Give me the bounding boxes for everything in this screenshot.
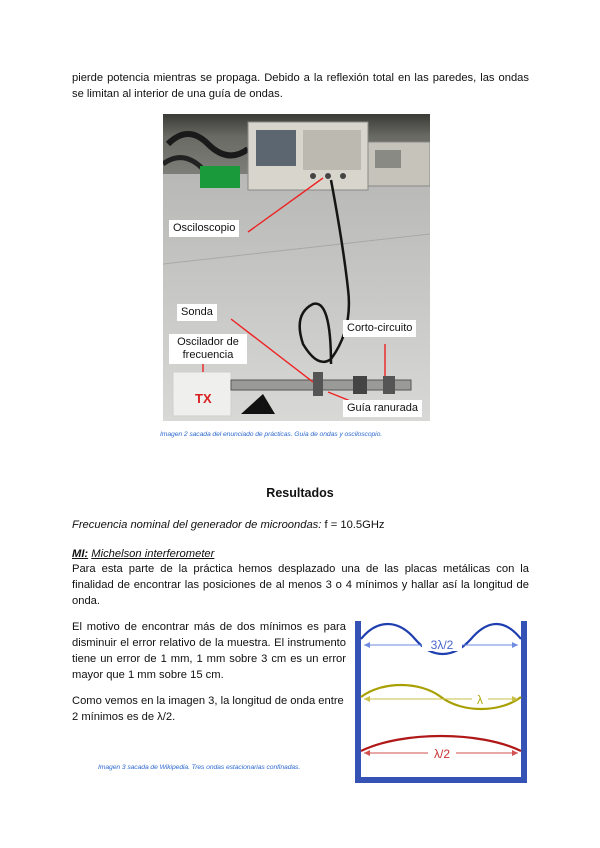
paragraph-2: El motivo de encontrar más de dos mínimos es para disminuir el error relativo de la muestra. El instrumento tiene un error de 1 mm, 1 mm sobre 3 cm es un error mayor que 1 mm sobre 15 cm. [72,621,346,681]
label-sonda: Sonda [177,304,217,321]
intro-paragraph: pierde potencia mientras se propaga. Debido a la reflexión total en las paredes, las ondas se limitan al interior de una guía de ondas. [72,72,529,100]
wave-three-half-lambda [361,624,521,654]
left-wall [355,621,361,783]
label-guia-ranurada: Guía ranurada [343,400,422,417]
figure1-caption: Imagen 2 sacada del enunciado de prácticas. Guía de ondas y osciloscopio. [160,431,383,438]
wave-half-lambda [361,736,521,761]
label-osciloscopio: Osciloscopio [169,220,239,237]
paragraph-3: Como vemos en la imagen 3, la longitud de onda entre 2 mínimos es de λ/2. [72,695,344,723]
label-lambda: λ [477,693,483,707]
wave-lambda [361,685,521,709]
paragraph-1: Para esta parte de la práctica hemos desplazado una de las placas metálicas con la finalidad de encontrar las posiciones de al menos 3 o 4 mínimos y hallar así la longitud de onda. [72,563,529,607]
subsection-abbr: MI: [72,548,89,560]
subsection-heading [72,546,214,562]
label-half-lambda: λ/2 [433,747,451,761]
photo-illustration [163,114,430,421]
frequency-line [72,517,385,533]
label-three-half-lambda: 3λ/2 [430,638,454,652]
standing-waves-figure [352,613,532,785]
section-title: Resultados [266,486,334,500]
bottom-wall [355,777,527,783]
frequency-value: f = 10.5GHz [324,519,385,531]
waveguide-photo [163,114,430,421]
frequency-label: Frecuencia nominal del generador de microondas: [72,519,322,531]
subsection-title: Michelson interferometer [91,548,215,560]
figure2-caption: Imagen 3 sacada de Wikipedia. Tres ondas estacionarias confinadas. [98,764,301,771]
right-wall [521,621,527,783]
tx-label: TX [195,391,212,406]
label-oscilador: Oscilador de frecuencia [169,334,247,364]
label-corto-circuito: Corto-circuito [343,320,416,337]
